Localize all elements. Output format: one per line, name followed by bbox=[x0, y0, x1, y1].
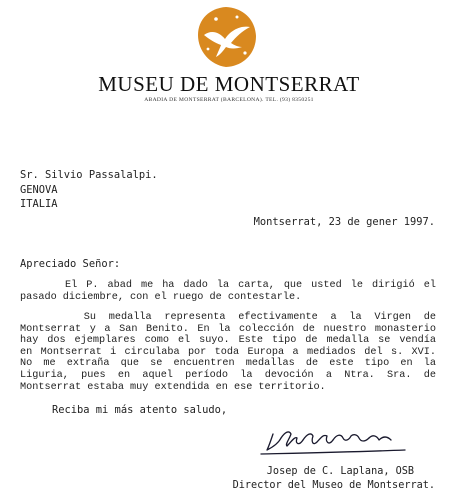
paragraph-2 bbox=[20, 312, 436, 393]
recipient-block bbox=[20, 168, 158, 212]
letter-date: Montserrat, 23 de gener 1997. bbox=[253, 216, 435, 228]
museum-name: MUSEU DE MONTSERRAT bbox=[98, 72, 360, 96]
museum-logo-icon bbox=[190, 5, 262, 69]
paragraph-line: Montserrat y a San Benito. En la colección de nuestro monasterio bbox=[20, 323, 436, 335]
recipient-city: GENOVA bbox=[20, 183, 58, 196]
greeting: Apreciado Señor: bbox=[20, 258, 121, 270]
paragraph-line: El P. abad me ha dado la carta, que usted le dirigió el bbox=[20, 280, 436, 291]
recipient-country: ITALIA bbox=[20, 198, 58, 210]
signer-title: Director del Museo de Montserrat. bbox=[232, 480, 435, 491]
paragraph-1 bbox=[20, 280, 436, 303]
handwritten-signature bbox=[255, 420, 415, 460]
letterhead-address: ABADIA DE MONTSERRAT (BARCELONA). TEL. (93) 8350251 bbox=[144, 97, 314, 103]
paragraph-line: No me extraña que se encuentren medallas de este tipo en la bbox=[20, 358, 436, 370]
paragraph-line: hay dos ejemplares como el suyo. Este tipo de medalla se vendía bbox=[20, 335, 436, 347]
recipient-name: Sr. Silvio Passalalpi. bbox=[20, 169, 158, 181]
paragraph-line: Montserrat estaba muy extendida en ese territorio. bbox=[20, 381, 326, 393]
paragraph-line: en Montserrat i circulaba por toda Europa a mediados del s. XVI. bbox=[20, 346, 436, 358]
paragraph-line: Su medalla representa efectivamente a la Virgen de bbox=[20, 312, 436, 323]
closing-salutation: Reciba mi más atento saludo, bbox=[52, 404, 228, 416]
paragraph-line: Liguria, pues en aquel período la devoción a Ntra. Sra. de bbox=[20, 369, 436, 381]
signer-name: Josep de C. Laplana, OSB bbox=[266, 466, 414, 477]
paragraph-line: pasado diciembre, con el ruego de contestarle. bbox=[20, 291, 302, 303]
